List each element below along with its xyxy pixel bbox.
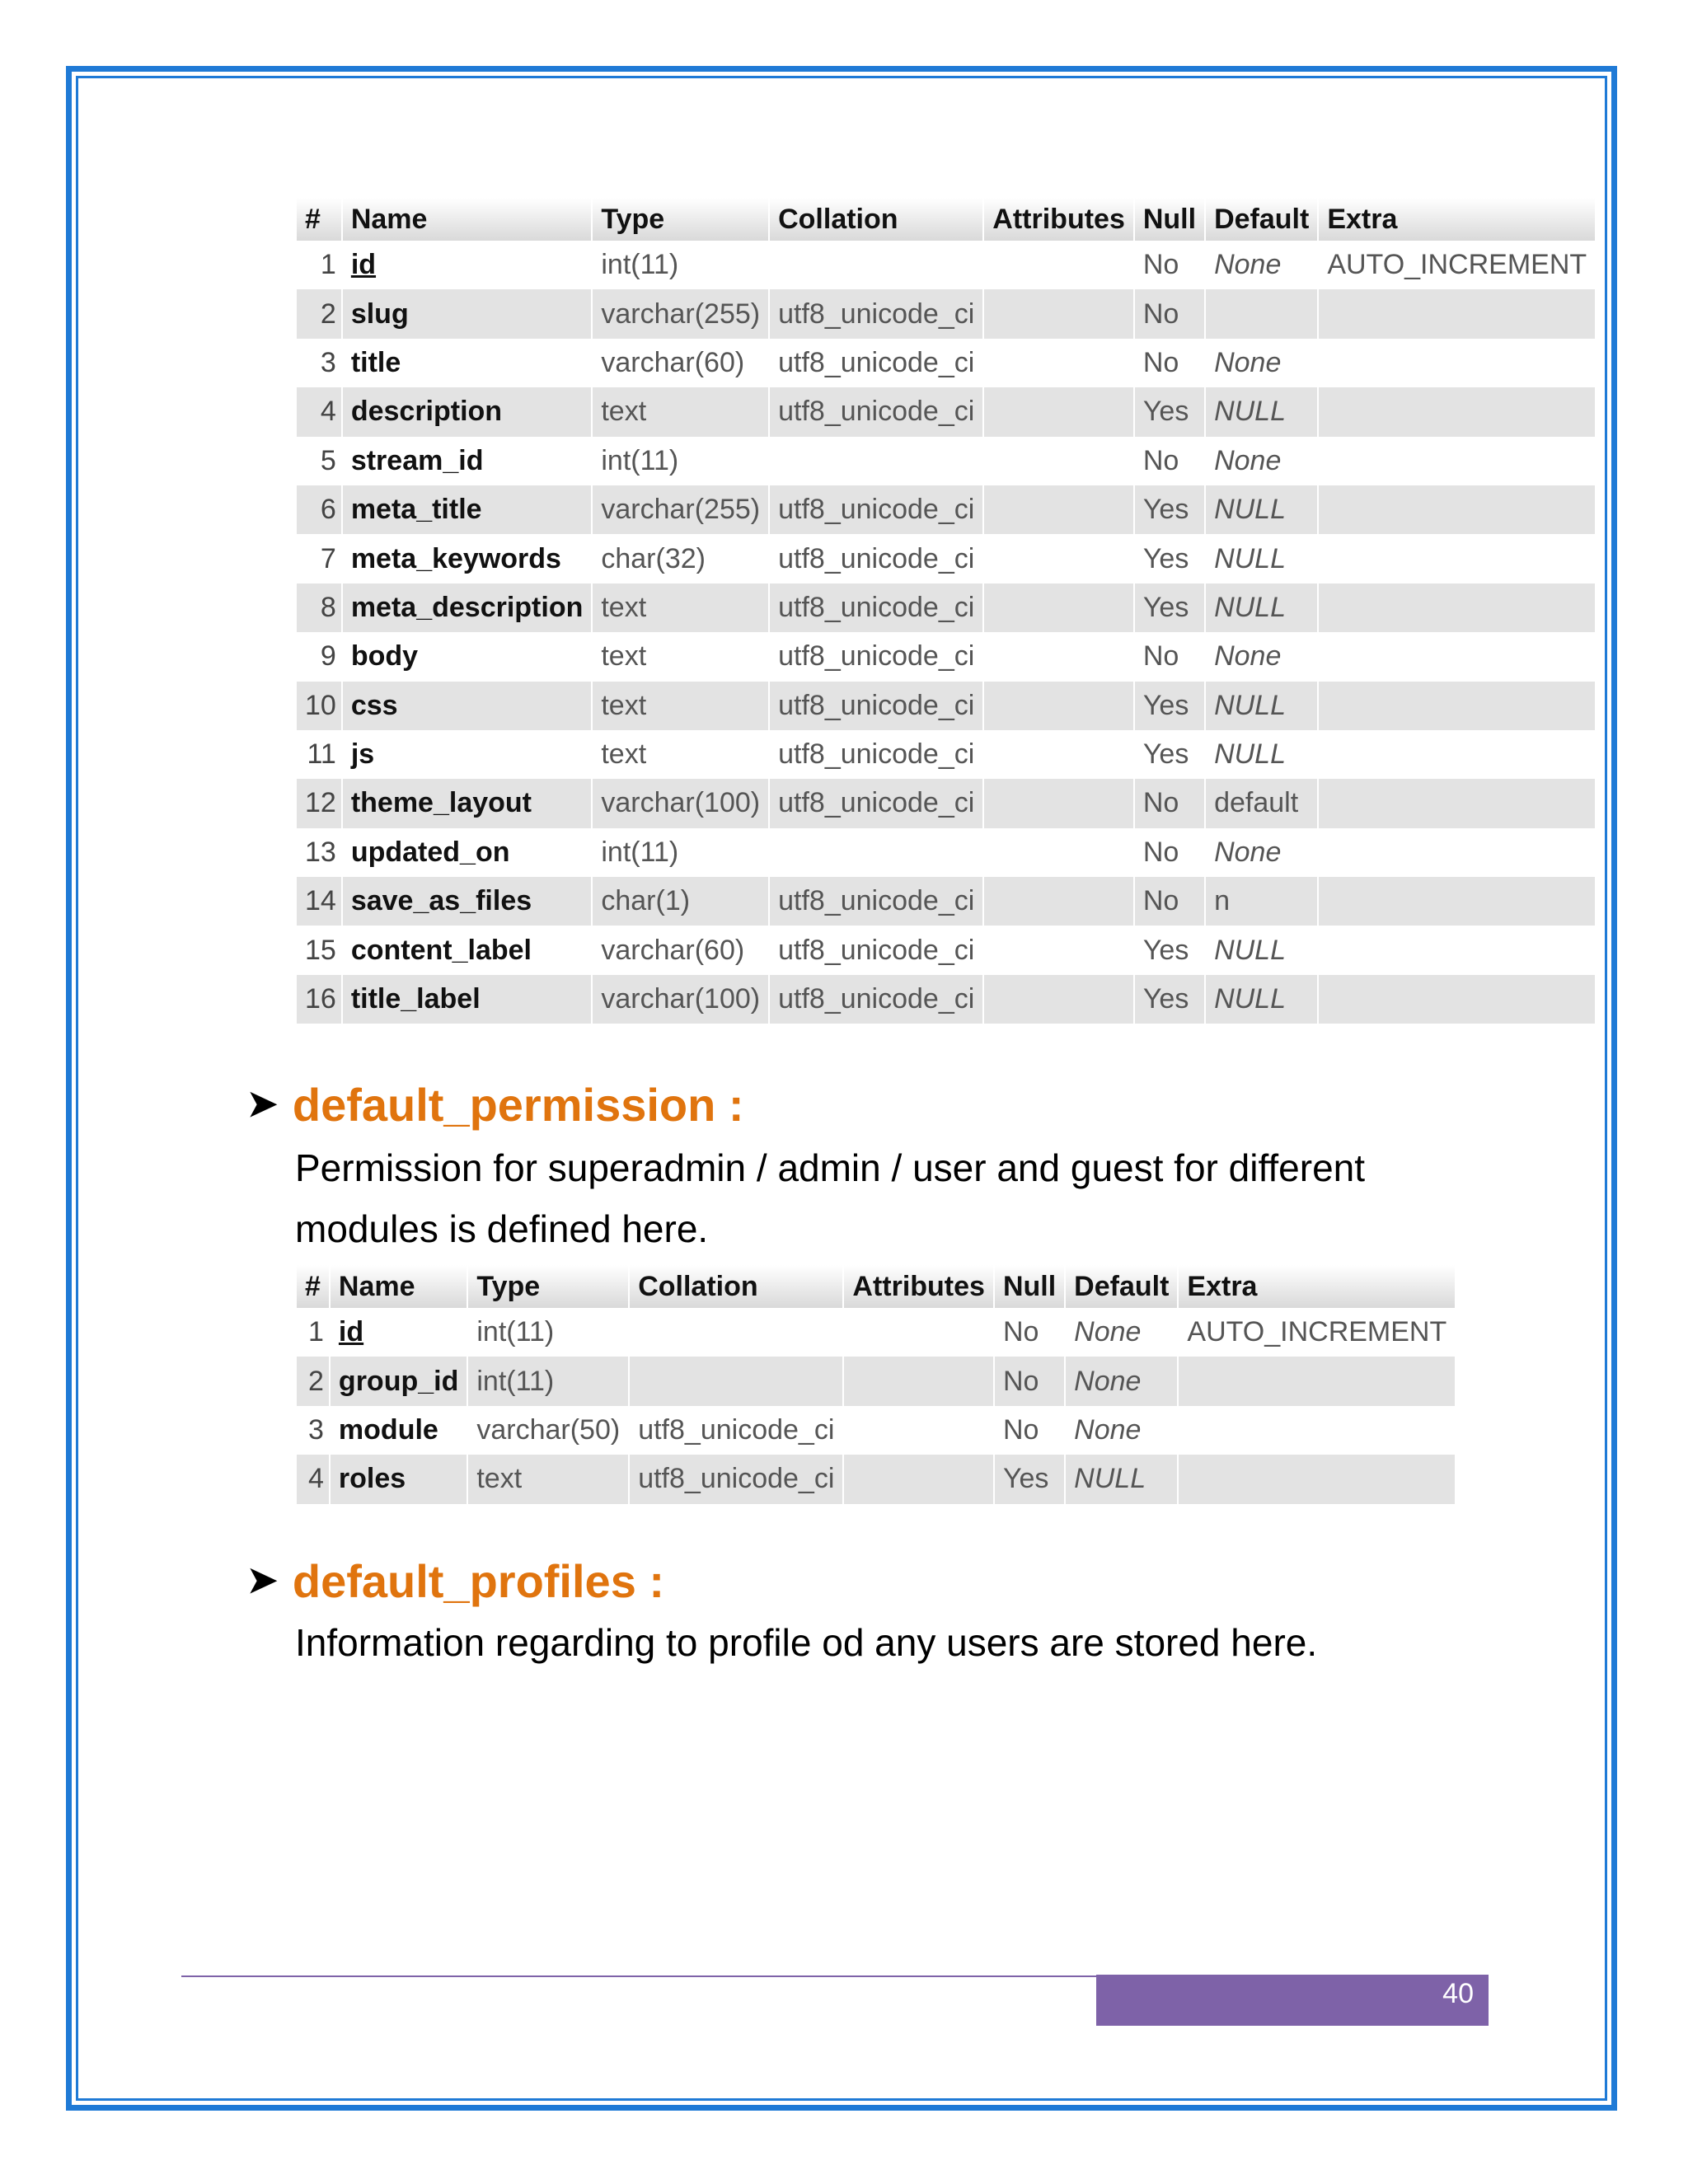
cell-attributes	[983, 534, 1134, 583]
cell-num: 4	[297, 1455, 330, 1503]
cell-num: 15	[297, 926, 342, 974]
cell-attributes	[983, 241, 1134, 289]
cell-attributes	[983, 437, 1134, 485]
cell-num: 6	[297, 485, 342, 534]
col-header-num: #	[297, 1265, 330, 1308]
cell-name: js	[342, 730, 593, 779]
cell-collation: utf8_unicode_ci	[769, 387, 983, 436]
cell-type: varchar(60)	[592, 339, 769, 387]
description-line: modules is defined here.	[295, 1207, 709, 1250]
cell-null: Yes	[1134, 485, 1205, 534]
cell-collation	[629, 1308, 843, 1357]
cell-extra	[1178, 1357, 1456, 1405]
cell-name: css	[342, 682, 593, 730]
section-description	[295, 1137, 1365, 1259]
cell-collation	[769, 437, 983, 485]
cell-null: Yes	[994, 1455, 1065, 1503]
cell-extra: AUTO_INCREMENT	[1318, 241, 1596, 289]
pages-table-structure	[297, 198, 1597, 1024]
cell-type: text	[592, 730, 769, 779]
arrow-bullet-icon: ➤	[247, 1084, 278, 1124]
col-header-default: Default	[1065, 1265, 1178, 1308]
cell-extra	[1178, 1406, 1456, 1455]
cell-collation: utf8_unicode_ci	[769, 779, 983, 827]
cell-default: NULL	[1205, 682, 1318, 730]
cell-name: description	[342, 387, 593, 436]
section-heading-default-permission	[247, 1078, 744, 1132]
cell-null: No	[1134, 339, 1205, 387]
cell-default: None	[1065, 1357, 1178, 1405]
arrow-bullet-icon: ➤	[247, 1560, 278, 1601]
cell-collation: utf8_unicode_ci	[769, 289, 983, 338]
cell-extra	[1318, 828, 1596, 877]
cell-num: 2	[297, 289, 342, 338]
col-header-extra: Extra	[1318, 198, 1596, 241]
cell-num: 12	[297, 779, 342, 827]
cell-default: None	[1205, 632, 1318, 681]
col-header-collation: Collation	[629, 1265, 843, 1308]
col-header-type: Type	[467, 1265, 629, 1308]
cell-name: title	[342, 339, 593, 387]
cell-num: 2	[297, 1357, 330, 1405]
col-header-name: Name	[342, 198, 593, 241]
cell-collation	[769, 828, 983, 877]
cell-null: No	[994, 1357, 1065, 1405]
cell-type: varchar(255)	[592, 485, 769, 534]
cell-default: None	[1205, 437, 1318, 485]
cell-default: default	[1205, 779, 1318, 827]
cell-attributes	[843, 1406, 994, 1455]
cell-type: text	[592, 632, 769, 681]
cell-attributes	[983, 877, 1134, 926]
cell-name: id	[330, 1308, 467, 1357]
table-row	[297, 387, 1596, 436]
cell-name: meta_title	[342, 485, 593, 534]
cell-null: Yes	[1134, 975, 1205, 1024]
cell-num: 1	[297, 1308, 330, 1357]
col-header-collation: Collation	[769, 198, 983, 241]
description-line: Information regarding to profile od any users are stored here.	[295, 1621, 1318, 1664]
cell-default: NULL	[1205, 926, 1318, 974]
cell-type: text	[467, 1455, 629, 1503]
cell-null: No	[1134, 289, 1205, 338]
cell-num: 14	[297, 877, 342, 926]
cell-extra	[1318, 437, 1596, 485]
cell-null: Yes	[1134, 387, 1205, 436]
permission-table-structure	[297, 1265, 1456, 1504]
cell-num: 13	[297, 828, 342, 877]
cell-collation: utf8_unicode_ci	[629, 1406, 843, 1455]
cell-num: 4	[297, 387, 342, 436]
cell-extra	[1318, 975, 1596, 1024]
cell-extra	[1318, 485, 1596, 534]
table-row	[297, 534, 1596, 583]
col-header-attributes: Attributes	[843, 1265, 994, 1308]
cell-default: NULL	[1205, 387, 1318, 436]
cell-default: None	[1205, 241, 1318, 289]
cell-default: NULL	[1205, 583, 1318, 632]
cell-type: char(32)	[592, 534, 769, 583]
table-row	[297, 339, 1596, 387]
cell-attributes	[983, 926, 1134, 974]
cell-null: No	[994, 1406, 1065, 1455]
table-row	[297, 1308, 1456, 1357]
cell-extra	[1318, 339, 1596, 387]
cell-collation: utf8_unicode_ci	[629, 1455, 843, 1503]
col-header-extra: Extra	[1178, 1265, 1456, 1308]
cell-num: 16	[297, 975, 342, 1024]
cell-type: int(11)	[592, 437, 769, 485]
cell-name: save_as_files	[342, 877, 593, 926]
cell-collation: utf8_unicode_ci	[769, 632, 983, 681]
table-row	[297, 682, 1596, 730]
cell-extra	[1318, 779, 1596, 827]
cell-type: int(11)	[467, 1308, 629, 1357]
cell-attributes	[843, 1308, 994, 1357]
cell-type: text	[592, 387, 769, 436]
section-heading-text: default_permission :	[292, 1079, 744, 1131]
col-header-null: Null	[994, 1265, 1065, 1308]
cell-name: meta_keywords	[342, 534, 593, 583]
cell-null: Yes	[1134, 730, 1205, 779]
cell-extra: AUTO_INCREMENT	[1178, 1308, 1456, 1357]
cell-extra	[1318, 534, 1596, 583]
cell-null: No	[1134, 828, 1205, 877]
cell-type: text	[592, 583, 769, 632]
cell-extra	[1178, 1455, 1456, 1503]
cell-num: 10	[297, 682, 342, 730]
cell-num: 7	[297, 534, 342, 583]
cell-collation: utf8_unicode_ci	[769, 485, 983, 534]
cell-null: No	[1134, 437, 1205, 485]
cell-type: varchar(255)	[592, 289, 769, 338]
cell-default: None	[1205, 339, 1318, 387]
col-header-default: Default	[1205, 198, 1318, 241]
cell-extra	[1318, 387, 1596, 436]
cell-collation: utf8_unicode_ci	[769, 975, 983, 1024]
cell-attributes	[983, 779, 1134, 827]
cell-collation: utf8_unicode_ci	[769, 682, 983, 730]
cell-type: int(11)	[592, 828, 769, 877]
table-row	[297, 926, 1596, 974]
cell-null: No	[994, 1308, 1065, 1357]
cell-num: 9	[297, 632, 342, 681]
footer-rule	[181, 1975, 1096, 1977]
cell-null: Yes	[1134, 926, 1205, 974]
col-header-attributes: Attributes	[983, 198, 1134, 241]
cell-default: NULL	[1205, 485, 1318, 534]
cell-default: NULL	[1205, 534, 1318, 583]
table-row	[297, 289, 1596, 338]
cell-type: text	[592, 682, 769, 730]
cell-extra	[1318, 289, 1596, 338]
cell-num: 3	[297, 1406, 330, 1455]
cell-type: varchar(50)	[467, 1406, 629, 1455]
table-row	[297, 828, 1596, 877]
table-row	[297, 583, 1596, 632]
cell-name: title_label	[342, 975, 593, 1024]
cell-extra	[1318, 926, 1596, 974]
cell-collation	[629, 1357, 843, 1405]
cell-null: No	[1134, 241, 1205, 289]
cell-type: varchar(100)	[592, 779, 769, 827]
cell-collation: utf8_unicode_ci	[769, 583, 983, 632]
table-row	[297, 730, 1596, 779]
table-row	[297, 1455, 1456, 1503]
cell-attributes	[983, 682, 1134, 730]
cell-default: None	[1065, 1308, 1178, 1357]
table-header-row	[297, 198, 1596, 241]
cell-collation: utf8_unicode_ci	[769, 730, 983, 779]
cell-attributes	[983, 583, 1134, 632]
cell-num: 11	[297, 730, 342, 779]
section-heading-text: default_profiles :	[292, 1555, 665, 1607]
cell-extra	[1318, 583, 1596, 632]
cell-attributes	[983, 339, 1134, 387]
cell-collation: utf8_unicode_ci	[769, 339, 983, 387]
cell-null: Yes	[1134, 534, 1205, 583]
cell-extra	[1318, 877, 1596, 926]
cell-attributes	[983, 975, 1134, 1024]
cell-default: n	[1205, 877, 1318, 926]
cell-default: NULL	[1205, 730, 1318, 779]
cell-null: No	[1134, 779, 1205, 827]
table-header-row	[297, 1265, 1456, 1308]
cell-name: id	[342, 241, 593, 289]
table-row	[297, 779, 1596, 827]
table-row	[297, 975, 1596, 1024]
cell-attributes	[983, 632, 1134, 681]
table-row	[297, 1406, 1456, 1455]
section-description	[295, 1612, 1317, 1673]
table-row	[297, 1357, 1456, 1405]
cell-type: int(11)	[592, 241, 769, 289]
col-header-type: Type	[592, 198, 769, 241]
cell-num: 3	[297, 339, 342, 387]
cell-attributes	[983, 387, 1134, 436]
cell-collation: utf8_unicode_ci	[769, 926, 983, 974]
footer-page-box	[1096, 1975, 1489, 2026]
table-row	[297, 437, 1596, 485]
cell-attributes	[843, 1455, 994, 1503]
cell-attributes	[843, 1357, 994, 1405]
cell-attributes	[983, 485, 1134, 534]
table-row	[297, 485, 1596, 534]
cell-num: 5	[297, 437, 342, 485]
cell-type: varchar(60)	[592, 926, 769, 974]
cell-null: No	[1134, 877, 1205, 926]
col-header-num: #	[297, 198, 342, 241]
cell-name: group_id	[330, 1357, 467, 1405]
cell-default	[1205, 289, 1318, 338]
cell-name: body	[342, 632, 593, 681]
table-row	[297, 877, 1596, 926]
cell-name: slug	[342, 289, 593, 338]
cell-default: None	[1065, 1406, 1178, 1455]
cell-collation: utf8_unicode_ci	[769, 877, 983, 926]
cell-attributes	[983, 289, 1134, 338]
cell-type: varchar(100)	[592, 975, 769, 1024]
cell-collation: utf8_unicode_ci	[769, 534, 983, 583]
col-header-name: Name	[330, 1265, 467, 1308]
page-number: 40	[1442, 1978, 1474, 2009]
cell-extra	[1318, 682, 1596, 730]
cell-type: char(1)	[592, 877, 769, 926]
cell-name: module	[330, 1406, 467, 1455]
cell-name: updated_on	[342, 828, 593, 877]
cell-name: theme_layout	[342, 779, 593, 827]
cell-default: None	[1205, 828, 1318, 877]
cell-name: content_label	[342, 926, 593, 974]
description-line: Permission for superadmin / admin / user and guest for different	[295, 1146, 1366, 1189]
section-heading-default-profiles	[247, 1554, 664, 1608]
cell-name: roles	[330, 1455, 467, 1503]
col-header-null: Null	[1134, 198, 1205, 241]
cell-attributes	[983, 730, 1134, 779]
cell-name: meta_description	[342, 583, 593, 632]
cell-extra	[1318, 632, 1596, 681]
cell-attributes	[983, 828, 1134, 877]
cell-null: Yes	[1134, 682, 1205, 730]
cell-name: stream_id	[342, 437, 593, 485]
cell-type: int(11)	[467, 1357, 629, 1405]
cell-null: No	[1134, 632, 1205, 681]
table-row	[297, 632, 1596, 681]
cell-default: NULL	[1065, 1455, 1178, 1503]
cell-num: 8	[297, 583, 342, 632]
table-row	[297, 241, 1596, 289]
cell-collation	[769, 241, 983, 289]
cell-null: Yes	[1134, 583, 1205, 632]
cell-extra	[1318, 730, 1596, 779]
cell-default: NULL	[1205, 975, 1318, 1024]
cell-num: 1	[297, 241, 342, 289]
